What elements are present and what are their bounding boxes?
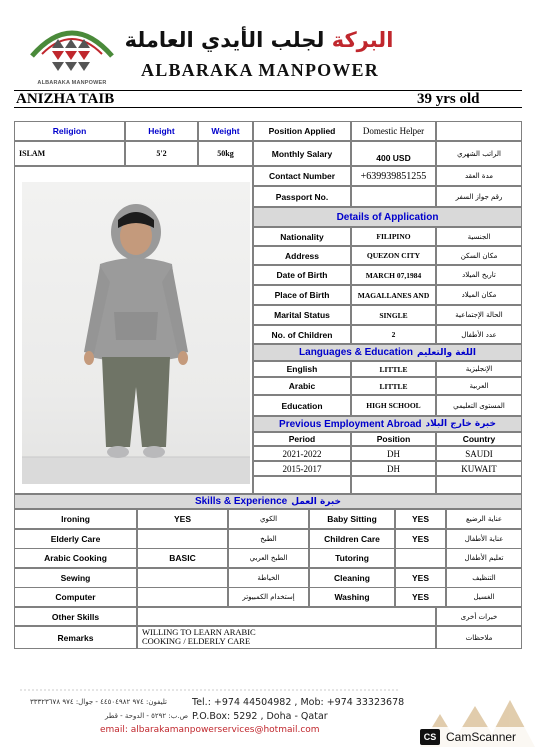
- skill-arabic: الطبخ العربي: [228, 548, 309, 568]
- application-row-label: Nationality: [253, 227, 351, 246]
- footer-pobox-arabic: ص.ب: ٥٢٩٢ - الدوحة - قطر: [105, 712, 189, 720]
- employment-row-country: [436, 476, 522, 494]
- position-applied-extra: [436, 121, 522, 141]
- monthly-salary-arabic: الراتب الشهري: [436, 141, 522, 166]
- position-applied-label: Position Applied: [253, 121, 351, 141]
- logo-subtitle: ALBARAKA MANPOWER: [37, 80, 107, 86]
- skill-label: Ironing: [14, 509, 137, 529]
- application-row-label: No. of Children: [253, 325, 351, 344]
- height-label: Height: [125, 121, 198, 141]
- camscanner-watermark: [420, 727, 540, 747]
- remarks-label: Remarks: [14, 626, 137, 649]
- skill-label: Baby Sitting: [309, 509, 395, 529]
- skill-arabic: الكوي: [228, 509, 309, 529]
- application-row-arabic: الجنسية: [436, 227, 522, 246]
- skill-label: Tutoring: [309, 548, 395, 568]
- remarks-line-1: WILLING TO LEARN ARABIC: [142, 627, 256, 637]
- skill-value: YES: [395, 587, 446, 607]
- monthly-salary-label: Monthly Salary: [253, 141, 351, 166]
- remarks-arabic: ملاحظات: [436, 626, 522, 649]
- other-skills-label: Other Skills: [14, 607, 137, 626]
- skill-label: Cleaning: [309, 568, 395, 588]
- footer-email: email: albarakamanpowerservices@hotmail.com: [100, 725, 320, 735]
- camscanner-badge-icon: CS: [420, 729, 440, 745]
- skill-arabic: الطبخ: [228, 529, 309, 549]
- employment-row-country: SAUDI: [436, 446, 522, 461]
- skill-value: [137, 568, 228, 588]
- employment-row-position: DH: [351, 461, 436, 476]
- employment-row-position: [351, 476, 436, 494]
- religion-label: Religion: [14, 121, 125, 141]
- height-value: 5'2: [125, 141, 198, 166]
- application-row-arabic: تاريخ الميلاد: [436, 265, 522, 285]
- skills-experience-title-arabic: خبرة العمل: [291, 496, 342, 507]
- contact-number-arabic: مدة العقد: [436, 166, 522, 186]
- skill-arabic: إستخدام الكمبيوتر: [228, 587, 309, 607]
- skills-experience-title: Skills & Experience: [194, 496, 288, 507]
- passport-label: Passport No.: [253, 186, 351, 207]
- footer-phone: Tel.: +974 44504982 , Mob: +974 33323678: [192, 697, 405, 708]
- other-skills-value: [137, 607, 436, 626]
- skill-arabic: التنظيف: [446, 568, 522, 588]
- skill-arabic: عناية الأطفال: [446, 529, 522, 549]
- employment-row-country: KUWAIT: [436, 461, 522, 476]
- employment-row-period: [253, 476, 351, 494]
- previous-employment-title: Previous Employment Abroad: [279, 418, 422, 430]
- application-row-value: FILIPINO: [351, 227, 436, 246]
- application-row-value: QUEZON CITY: [351, 246, 436, 265]
- company-name-arabic-black: لجلب الأيدي العاملة: [124, 28, 325, 52]
- camscanner-label: CamScanner: [446, 730, 517, 744]
- skill-arabic: عناية الرضيع: [446, 509, 522, 529]
- footer-pobox: P.O.Box: 5292 , Doha - Qatar: [192, 711, 328, 722]
- company-name-arabic-red: البركة: [331, 28, 394, 52]
- contact-number-label: Contact Number: [253, 166, 351, 186]
- languages-education-title-arabic: اللغة والتعليم: [416, 347, 476, 358]
- skill-value: BASIC: [137, 548, 228, 568]
- candidate-photo: [22, 182, 250, 484]
- contact-number-value: +639939851255: [351, 166, 436, 186]
- company-name-english: ALBARAKA MANPOWER: [141, 60, 379, 80]
- person-figure-icon: [22, 182, 250, 484]
- application-row-label: Place of Birth: [253, 285, 351, 305]
- candidate-name-bar: [14, 90, 522, 108]
- language-row-value: LITTLE: [351, 377, 436, 395]
- passport-arabic: رقم جواز السفر: [436, 186, 522, 207]
- monthly-salary-value: 400 USD: [351, 141, 436, 166]
- application-row-arabic: الحالة الإجتماعية: [436, 305, 522, 325]
- skill-value: YES: [137, 509, 228, 529]
- employment-row-period: 2021-2022: [253, 446, 351, 461]
- remarks-line-2: COOKING / ELDERLY CARE: [142, 636, 251, 646]
- religion-value: ISLAM: [14, 141, 125, 166]
- employment-row-period: 2015-2017: [253, 461, 351, 476]
- company-name-arabic: [122, 28, 396, 52]
- skill-arabic: الخياطة: [228, 568, 309, 588]
- application-row-label: Address: [253, 246, 351, 265]
- skill-value: [137, 529, 228, 549]
- application-row-arabic: عدد الأطفال: [436, 325, 522, 344]
- employment-column-header: Position: [351, 432, 436, 446]
- skill-value: YES: [395, 509, 446, 529]
- application-row-label: Marital Status: [253, 305, 351, 325]
- skill-value: YES: [395, 529, 446, 549]
- skill-arabic: الغسيل: [446, 587, 522, 607]
- application-row-value: 2: [351, 325, 436, 344]
- skill-label: Washing: [309, 587, 395, 607]
- application-row-value: MAGALLANES AND: [351, 285, 436, 305]
- language-row-arabic: العربية: [436, 377, 522, 395]
- candidate-age: 39 yrs old: [417, 91, 480, 107]
- application-row-label: Date of Birth: [253, 265, 351, 285]
- language-row-label: Arabic: [253, 377, 351, 395]
- languages-education-title: Languages & Education: [299, 347, 413, 358]
- remarks-value: [137, 626, 436, 649]
- language-row-value: LITTLE: [351, 361, 436, 377]
- language-row-arabic: المستوى التعليمي: [436, 395, 522, 416]
- skill-label: Arabic Cooking: [14, 548, 137, 568]
- footer-phone-arabic: تليفون: ٩٧٤ ٤٤٥٠٤٩٨٢ - جوال: ٩٧٤ ٣٣٣٢٣٦٧٨: [30, 698, 167, 706]
- skill-value: YES: [395, 568, 446, 588]
- skill-label: Sewing: [14, 568, 137, 588]
- language-row-value: HIGH SCHOOL: [351, 395, 436, 416]
- employment-row-position: DH: [351, 446, 436, 461]
- position-applied-value: Domestic Helper: [351, 121, 436, 141]
- languages-education-header: [253, 344, 522, 361]
- employment-column-header: Country: [436, 432, 522, 446]
- skills-experience-header: [14, 494, 522, 509]
- albaraka-logo-icon: [28, 18, 116, 80]
- language-row-label: English: [253, 361, 351, 377]
- skill-arabic: تعليم الأطفال: [446, 548, 522, 568]
- details-of-application-header: [253, 207, 522, 227]
- details-of-application-title: Details of Application: [336, 211, 439, 223]
- candidate-name: ANIZHA TAIB: [16, 91, 115, 107]
- application-row-arabic: مكان الميلاد: [436, 285, 522, 305]
- skill-value: [395, 548, 446, 568]
- language-row-label: Education: [253, 395, 351, 416]
- passport-value: [351, 186, 436, 207]
- other-skills-arabic: خبرات أخرى: [436, 607, 522, 626]
- weight-value: 50kg: [198, 141, 253, 166]
- application-row-value: SINGLE: [351, 305, 436, 325]
- skill-label: Computer: [14, 587, 137, 607]
- skill-label: Elderly Care: [14, 529, 137, 549]
- skill-value: [137, 587, 228, 607]
- skill-label: Children Care: [309, 529, 395, 549]
- application-row-arabic: مكان السكن: [436, 246, 522, 265]
- employment-column-header: Period: [253, 432, 351, 446]
- weight-label: Weight: [198, 121, 253, 141]
- language-row-arabic: الإنجليزية: [436, 361, 522, 377]
- previous-employment-title-arabic: خبرة خارج البلاد: [425, 419, 496, 429]
- application-row-value: MARCH 07,1984: [351, 265, 436, 285]
- previous-employment-header: [253, 416, 522, 432]
